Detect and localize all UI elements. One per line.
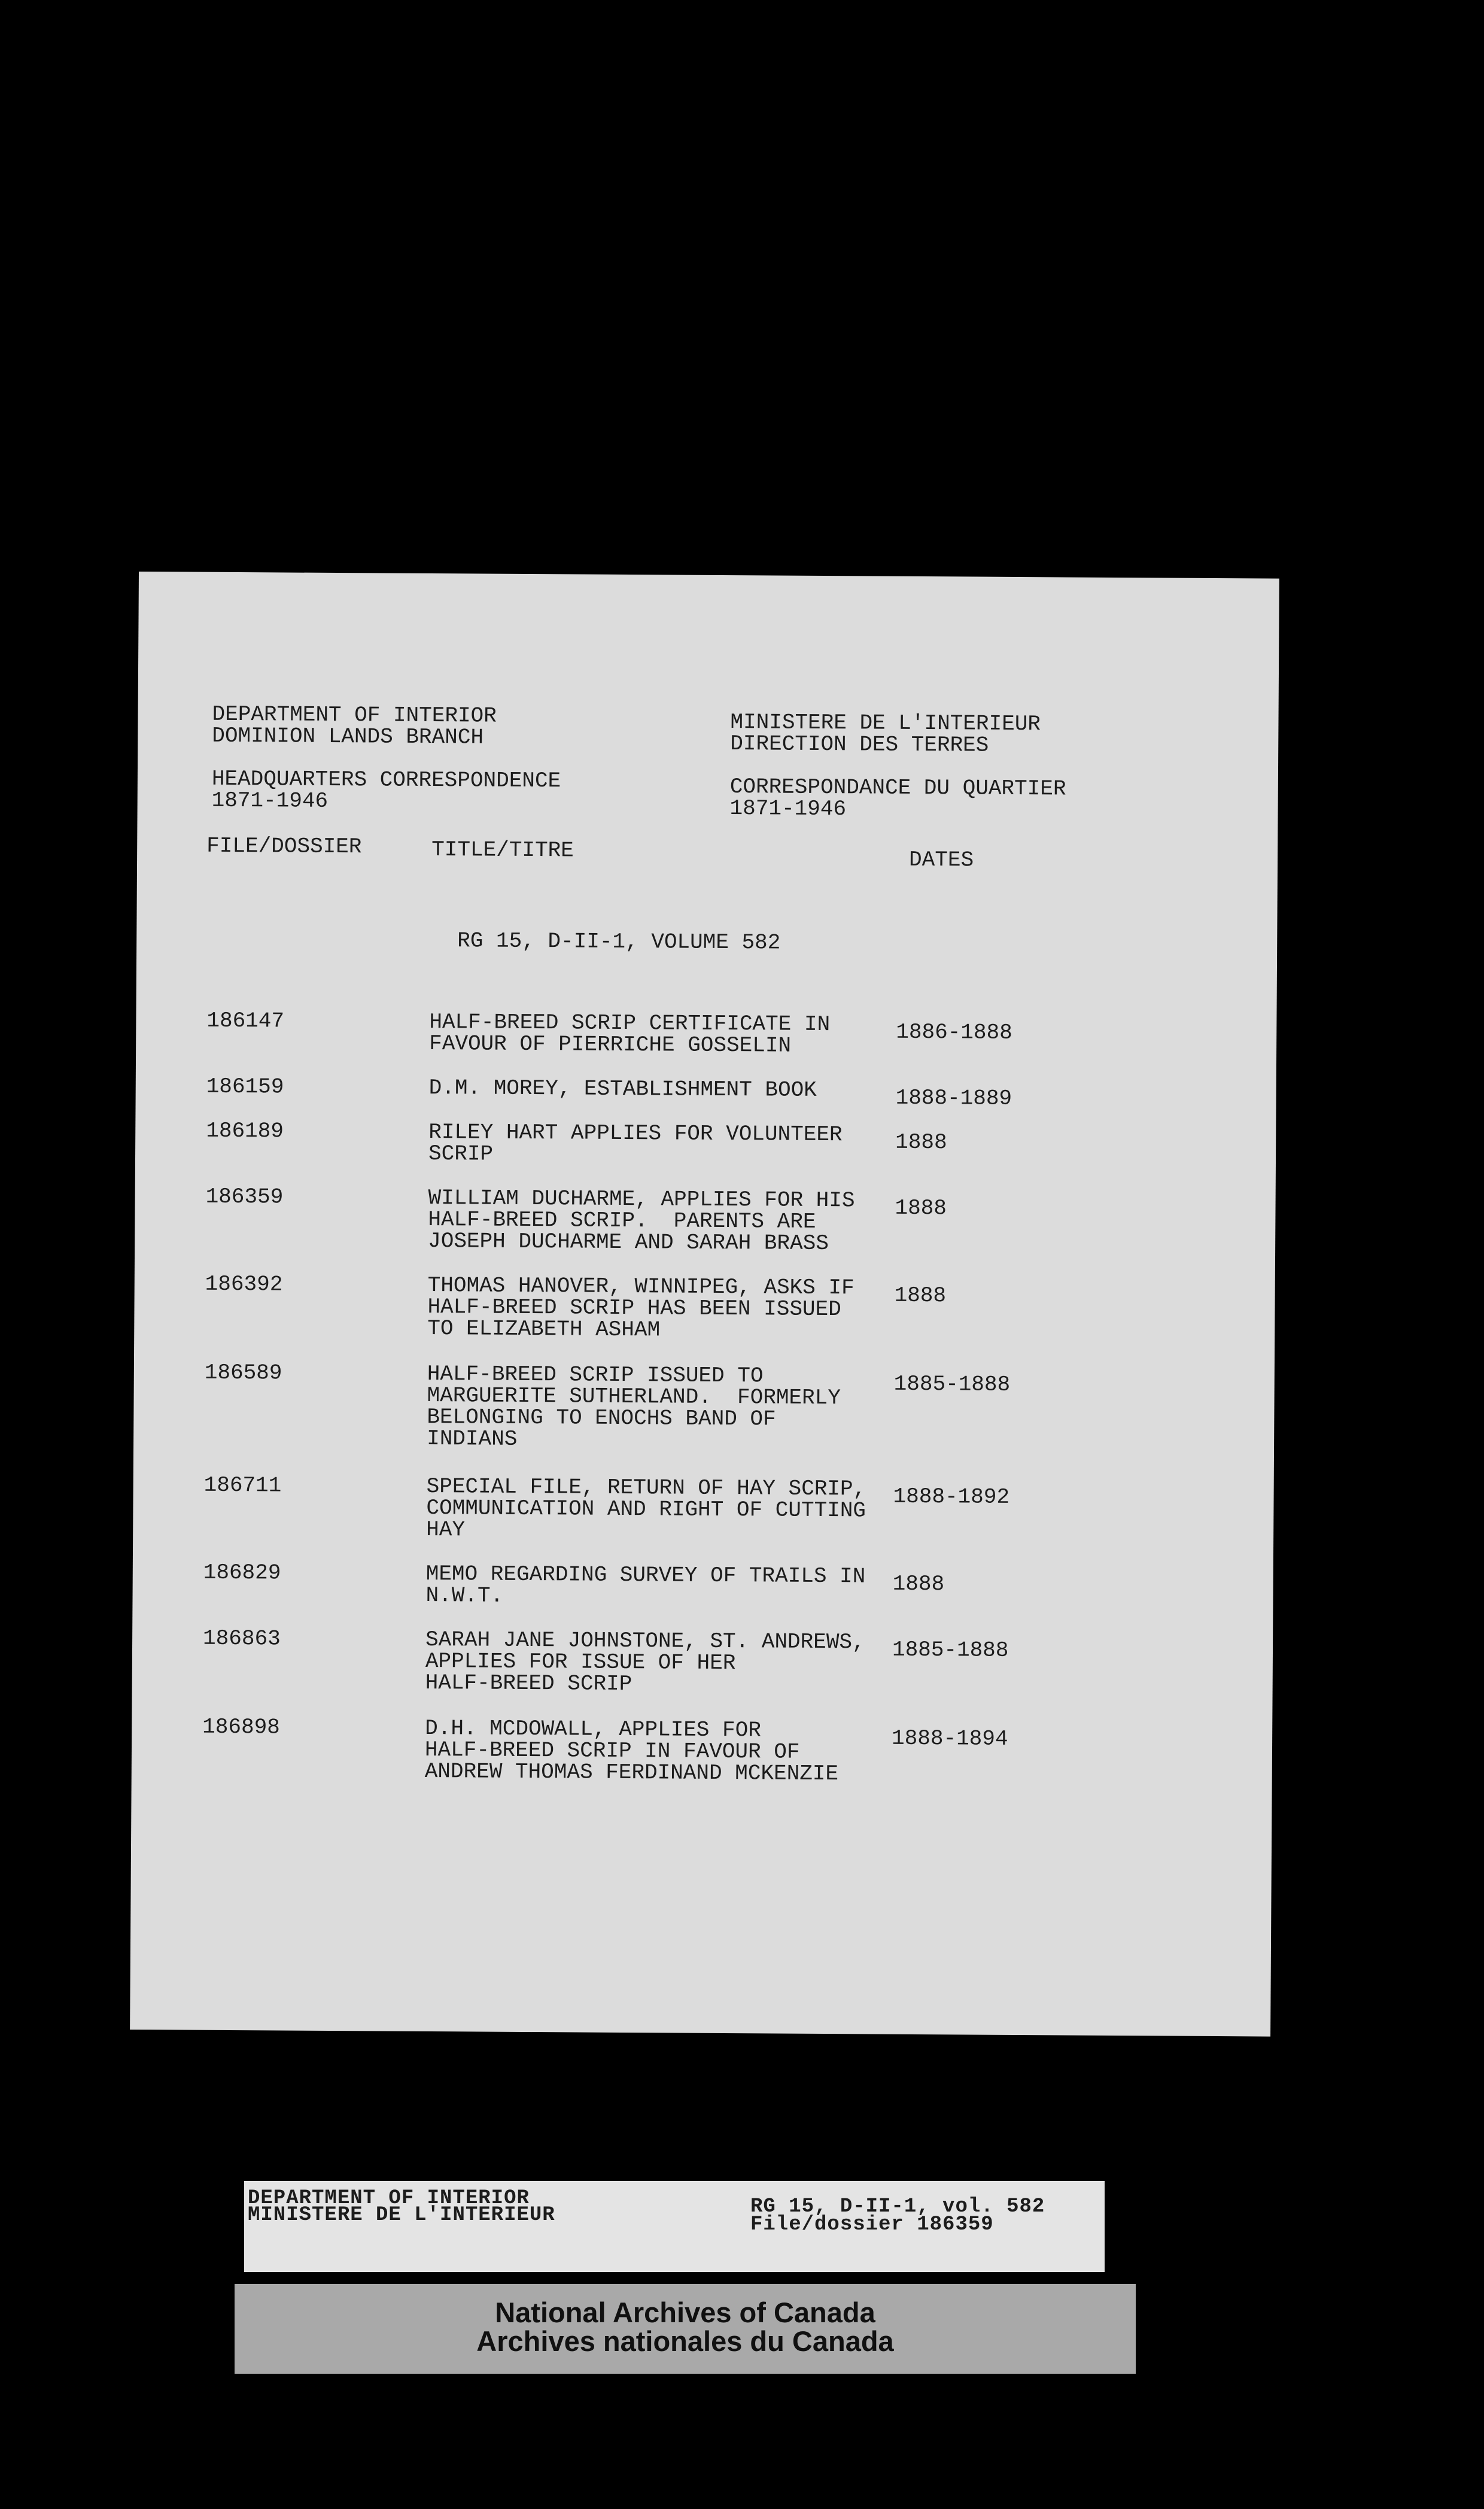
label-file-number: File/dossier 186359 (750, 2213, 994, 2236)
entry-dates: 1886-1888 (896, 1019, 1012, 1045)
header-annees: 1871-1946 (729, 796, 847, 822)
entry-title: D.H. MCDOWALL, APPLIES FOR HALF-BREED SCRIP IN FAVOUR OF ANDREW THOMAS FERDINAND MCKENZIE (424, 1715, 839, 1787)
entry-dates: 1888-1889 (895, 1085, 1012, 1111)
entry-dates: 1885-1888 (893, 1371, 1011, 1397)
header-correspondance: CORRESPONDANCE DU QUARTIER (729, 774, 1066, 801)
header-years: 1871-1946 (211, 788, 329, 813)
header-branch: DOMINION LANDS BRANCH (212, 723, 484, 750)
entry-file-number: 186147 (206, 1008, 285, 1034)
list-item (135, 1186, 1276, 1289)
entry-title: HALF-BREED SCRIP CERTIFICATE IN FAVOUR OF PIERRICHE GOSSELIN (429, 1009, 831, 1058)
label-department: DEPARTMENT OF INTERIOR (248, 2187, 530, 2210)
volume-reference: RG 15, D-II-1, VOLUME 582 (457, 928, 781, 955)
column-header-file: FILE/DOSSIER (206, 833, 362, 859)
list-item (131, 1716, 1272, 1819)
entry-dates: 1885-1888 (892, 1637, 1009, 1663)
column-header-dates: DATES (908, 847, 974, 873)
entry-dates: 1888 (892, 1571, 945, 1597)
entry-dates: 1888-1894 (891, 1726, 1008, 1751)
entry-title: SPECIAL FILE, RETURN OF HAY SCRIP, COMMUNICATION AND RIGHT OF CUTTING HAY (426, 1474, 866, 1542)
entry-title: D.M. MOREY, ESTABLISHMENT BOOK (428, 1075, 817, 1102)
list-item (133, 1474, 1274, 1577)
entry-dates: 1888 (895, 1195, 947, 1221)
pointer-arrow-icon (142, 1176, 202, 1229)
entry-file-number: 186392 (205, 1271, 283, 1297)
entry-file-number: 186898 (202, 1714, 280, 1740)
label-volume: RG 15, D-II-1, vol. 582 (750, 2195, 1045, 2218)
banner-english: National Archives of Canada (495, 2297, 875, 2328)
archives-banner (235, 2284, 1136, 2374)
entry-file-number: 186589 (204, 1360, 282, 1386)
entry-file-number: 186359 (205, 1184, 284, 1210)
list-item (132, 1627, 1273, 1730)
list-item (133, 1362, 1275, 1465)
archive-label (244, 2181, 1105, 2272)
entry-file-number: 186189 (206, 1118, 284, 1144)
entry-dates: 1888 (895, 1129, 947, 1155)
entry-file-number: 186159 (206, 1074, 284, 1099)
entry-title: HALF-BREED SCRIP ISSUED TO MARGUERITE SUTHERLAND. FORMERLY BELONGING TO ENOCHS BAND OF INDIANS (427, 1361, 841, 1451)
banner-french: Archives nationales du Canada (476, 2325, 894, 2357)
entry-title: SARAH JANE JOHNSTONE, ST. ANDREWS, APPLIES FOR ISSUE OF HER HALF-BREED SCRIP (425, 1627, 865, 1697)
entry-title: RILEY HART APPLIES FOR VOLUNTEER SCRIP (428, 1119, 843, 1167)
entry-file-number: 186829 (203, 1560, 281, 1585)
list-item (134, 1273, 1275, 1376)
entry-title: THOMAS HANOVER, WINNIPEG, ASKS IF HALF-BREED SCRIP HAS BEEN ISSUED TO ELIZABETH ASHAM (427, 1272, 854, 1342)
entry-title: WILLIAM DUCHARME, APPLIES FOR HIS HALF-BREED SCRIP. PARENTS ARE JOSEPH DUCHARME AND SARAH BRASS (428, 1185, 855, 1256)
header-series: HEADQUARTERS CORRESPONDENCE (211, 766, 561, 794)
header-direction: DIRECTION DES TERRES (730, 731, 989, 758)
entry-dates: 1888 (894, 1283, 947, 1308)
label-ministere: MINISTERE DE L'INTERIEUR (248, 2204, 555, 2226)
header-ministere: MINISTERE DE L'INTERIEUR (730, 710, 1041, 737)
entry-dates: 1888-1892 (893, 1484, 1010, 1509)
header-department: DEPARTMENT OF INTERIOR (212, 701, 497, 728)
column-header-title: TITLE/TITRE (431, 837, 574, 863)
entry-title: MEMO REGARDING SURVEY OF TRAILS IN N.W.T. (425, 1561, 866, 1608)
entry-file-number: 186711 (203, 1472, 282, 1498)
entry-file-number: 186863 (202, 1626, 281, 1651)
document-page (130, 572, 1279, 2037)
